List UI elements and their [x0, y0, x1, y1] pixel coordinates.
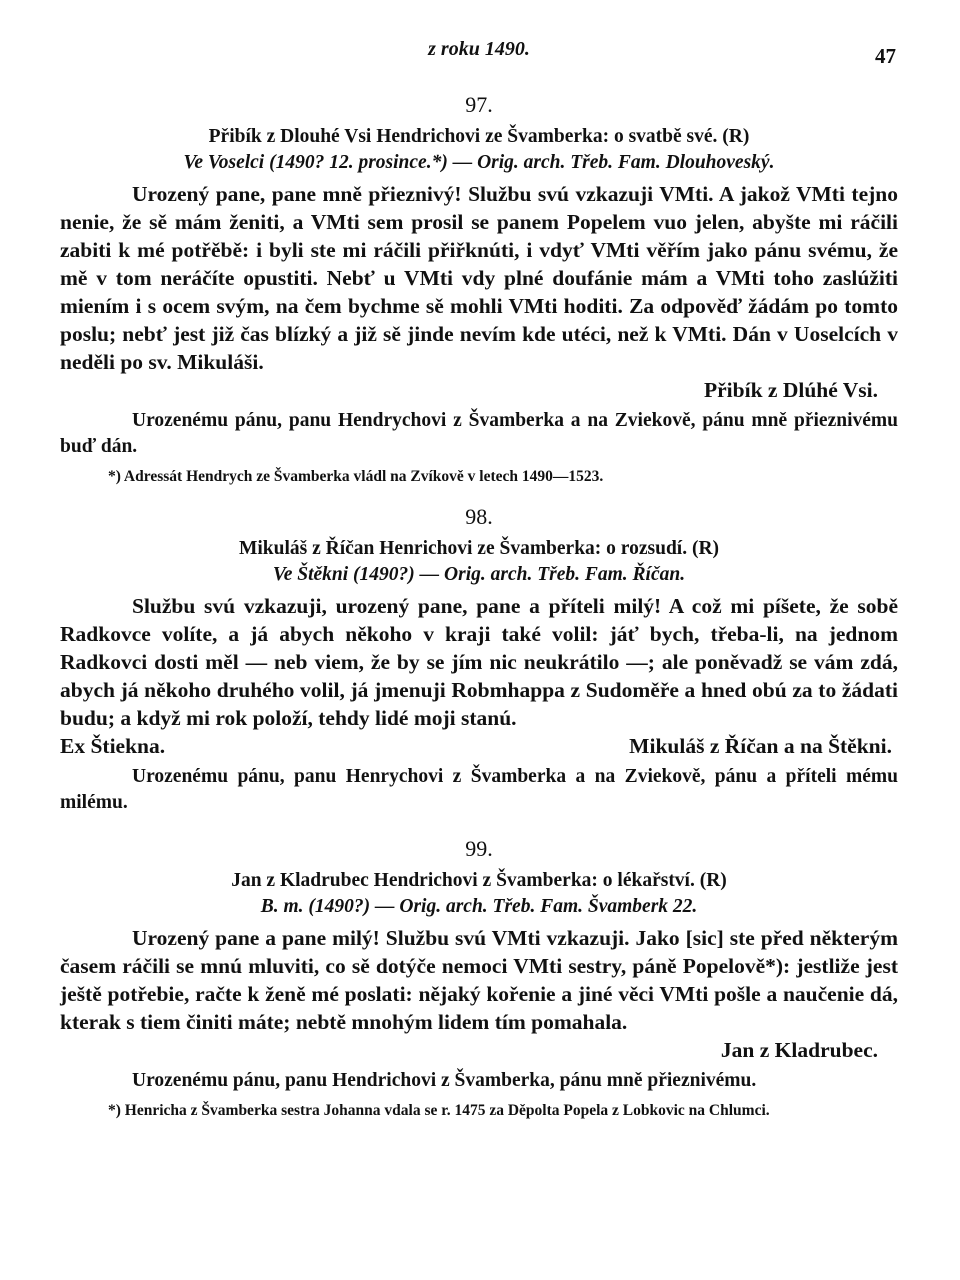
letter-99	[60, 836, 898, 1122]
letter-source: B. m. (1490?) — Orig. arch. Třeb. Fam. Švamberk 22.	[260, 896, 698, 917]
signature-line	[60, 732, 898, 760]
footnote: *) Henricha z Švamberka sestra Johanna vdala se r. 1475 za Děpolta Popela z Lobkovic na Chlumci.	[108, 1102, 770, 1119]
running-title: z roku 1490.	[428, 38, 530, 60]
letter-title: Mikuláš z Říčan Henrichovi ze Švamberka: o rozsudí. (R)	[238, 538, 720, 559]
page-header	[60, 38, 898, 78]
letter-address: Urozenému pánu, panu Hendrychovi z Švamberka a na Zviekově, pánu mně přieznivému buď dán.	[60, 410, 898, 457]
letter-body: Urozený pane, pane mně přieznivý! Službu svú vzkazuji VMti. A jakož VMti tejno nenie, že sě mám ženiti, a VMti sem prosil se panem Popelem vuo jelen, abyšte mi ráčili zabiti k mé potřěbě: i byli ste mi ráčili přiřknúti, i vdyť VMti věřím jako pánu svému, že mě v tom neráčíte opustiti. Nebť u VMti vdy plné doufánie mám a VMti toho zaslúžiti miením i s ocem svým, na čem bychme sě mohli VMti hoditi. Za odpověď žádám po tomto poslu; nebť jest již čas blízký a již sě jinde nevím kde utéci, než k VMti. Dán v Uoselcích v neděli po sv. Mikuláši.	[60, 182, 898, 374]
sign-place: Ex Štiekna.	[60, 734, 166, 758]
footnote: *) Adressát Hendrych ze Švamberka vládl na Zvíkově v letech 1490—1523.	[108, 468, 604, 485]
letter-address: Urozenému pánu, panu Hendrichovi z Švamberka, pánu mně přieznivému.	[132, 1070, 757, 1091]
letter-signature: Přibík z Dlúhé Vsi.	[703, 378, 878, 402]
letter-number: 98.	[465, 504, 493, 529]
letter-98	[60, 504, 898, 816]
letter-number: 97.	[465, 92, 493, 117]
letter-source: Ve Voselci (1490? 12. prosince.*) — Orig. arch. Třeb. Fam. Dlouhoveský.	[183, 152, 775, 173]
letter-title: Jan z Kladrubec Hendrichovi z Švamberka: o lékařství. (R)	[231, 870, 727, 891]
letter-signature: Mikuláš z Říčan a na Štěkni.	[629, 734, 892, 758]
letter-97	[60, 92, 898, 488]
letter-title: Přibík z Dlouhé Vsi Hendrichovi ze Švamberka: o svatbě své. (R)	[208, 126, 750, 147]
letter-address: Urozenému pánu, panu Henrychovi z Švamberka a na Zviekově, pánu a příteli mému milému.	[60, 766, 898, 813]
letter-body: Urozený pane a pane milý! Službu svú VMti vzkazuji. Jako [sic] ste před některým časem ráčili se mnú mluviti, co sě dotýče nemoci VMti sestry, páně Popelově*): jestliže jest ještě potřebie, račte k ženě mé poslati: nějaký kořenie a jiné věci VMti pošle a naučenie dá, kterak s tiem činiti máte; nebtě mnohým lidem tím pomahala.	[60, 926, 898, 1034]
page-number: 47	[875, 44, 896, 68]
document-page	[60, 38, 898, 1122]
letter-source: Ve Štěkni (1490?) — Orig. arch. Třeb. Fam. Říčan.	[272, 564, 686, 585]
letter-signature: Jan z Kladrubec.	[720, 1038, 878, 1062]
letter-number: 99.	[465, 836, 493, 861]
letter-body: Službu svú vzkazuji, urozený pane, pane a příteli milý! A což mi píšete, že sobě Radkovce volíte, a já abych někoho v kraji také volil: jáť bych, třeba-li, na jednom Radkovci dosti měl — neb viem, že by se jím nic neukrátilo —; ale poněvadž se vám zdá, abych já někoho druhého volil, já jmenuji Robmhappa z Sudoměře a hned obú za to žádati budu; a když mi rok položí, tehdy lidé moji stanú.	[60, 594, 898, 730]
